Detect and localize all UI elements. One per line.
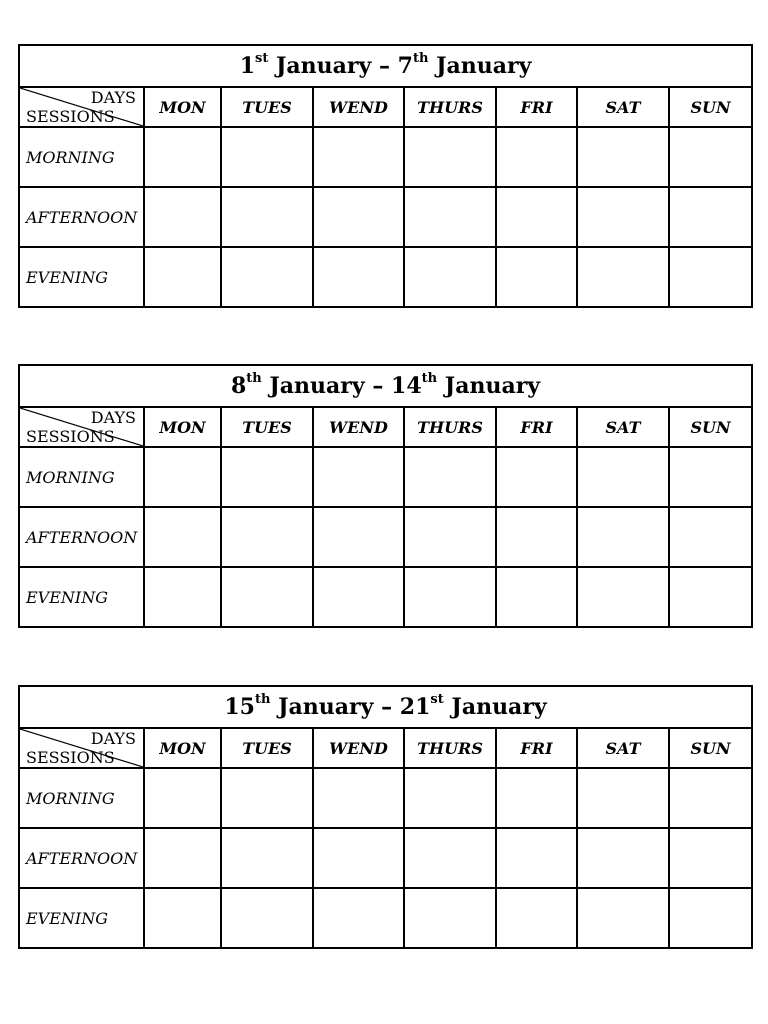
week-range-separator: – <box>372 373 384 399</box>
week-range-separator: – <box>381 694 393 720</box>
schedule-slot[interactable] <box>404 567 496 627</box>
schedule-slot[interactable] <box>144 127 221 187</box>
schedule-slot[interactable] <box>496 247 577 307</box>
session-label: EVENING <box>19 247 144 307</box>
day-header: TUES <box>221 87 313 127</box>
week-start-suffix: th <box>246 371 262 386</box>
schedule-slot[interactable] <box>313 888 404 948</box>
schedule-slot[interactable] <box>313 828 404 888</box>
session-row <box>19 187 752 247</box>
day-header: WEND <box>313 728 404 768</box>
schedule-slot[interactable] <box>577 247 669 307</box>
schedule-slot[interactable] <box>221 888 313 948</box>
week-end-month: January <box>451 694 547 720</box>
schedule-slot[interactable] <box>577 888 669 948</box>
days-sessions-corner <box>19 728 144 768</box>
schedule-slot[interactable] <box>313 447 404 507</box>
session-label: AFTERNOON <box>19 507 144 567</box>
schedule-slot[interactable] <box>404 447 496 507</box>
schedule-slot[interactable] <box>669 127 752 187</box>
schedule-slot[interactable] <box>496 888 577 948</box>
days-sessions-corner <box>19 87 144 127</box>
session-label: MORNING <box>19 127 144 187</box>
schedule-slot[interactable] <box>313 567 404 627</box>
session-label: MORNING <box>19 768 144 828</box>
day-header: FRI <box>496 407 577 447</box>
schedule-slot[interactable] <box>404 187 496 247</box>
week-title <box>19 45 752 87</box>
week-range-separator: – <box>378 53 390 79</box>
session-row <box>19 447 752 507</box>
schedule-slot[interactable] <box>144 888 221 948</box>
week-start-number: 1 <box>239 53 255 79</box>
day-header: MON <box>144 728 221 768</box>
schedule-slot[interactable] <box>496 828 577 888</box>
day-header: MON <box>144 407 221 447</box>
schedule-slot[interactable] <box>404 247 496 307</box>
week-table <box>18 685 753 949</box>
schedule-slot[interactable] <box>144 768 221 828</box>
schedule-slot[interactable] <box>577 768 669 828</box>
schedule-slot[interactable] <box>221 447 313 507</box>
session-label: AFTERNOON <box>19 187 144 247</box>
schedule-slot[interactable] <box>496 127 577 187</box>
schedule-slot[interactable] <box>144 187 221 247</box>
day-header: FRI <box>496 728 577 768</box>
schedule-slot[interactable] <box>669 768 752 828</box>
week-end-number: 21 <box>399 694 431 720</box>
day-header: SUN <box>669 407 752 447</box>
schedule-slot[interactable] <box>313 507 404 567</box>
schedule-slot[interactable] <box>577 828 669 888</box>
schedule-slot[interactable] <box>313 247 404 307</box>
schedule-slot[interactable] <box>496 187 577 247</box>
week-table <box>18 364 753 628</box>
week-start-month: January <box>269 373 365 399</box>
schedule-slot[interactable] <box>577 447 669 507</box>
schedule-slot[interactable] <box>669 447 752 507</box>
session-row <box>19 768 752 828</box>
day-header: THURS <box>404 87 496 127</box>
sessions-label: SESSIONS <box>26 107 115 126</box>
days-label: DAYS <box>90 729 136 748</box>
week-end-suffix: th <box>421 371 438 386</box>
session-row <box>19 567 752 627</box>
day-header: TUES <box>221 728 313 768</box>
week-end-suffix: th <box>412 51 429 66</box>
schedule-slot[interactable] <box>669 888 752 948</box>
schedule-slot[interactable] <box>404 888 496 948</box>
schedule-slot[interactable] <box>144 828 221 888</box>
schedule-slot[interactable] <box>496 567 577 627</box>
schedule-slot[interactable] <box>313 187 404 247</box>
schedule-slot[interactable] <box>221 127 313 187</box>
schedule-slot[interactable] <box>577 127 669 187</box>
session-label: EVENING <box>19 888 144 948</box>
week-start-month: January <box>278 694 374 720</box>
week-end-number: 7 <box>397 53 413 79</box>
session-row <box>19 888 752 948</box>
day-header: SUN <box>669 87 752 127</box>
sessions-label: SESSIONS <box>26 748 115 767</box>
week-title <box>19 365 752 407</box>
week-start-number: 8 <box>230 373 247 399</box>
schedule-slot[interactable] <box>404 127 496 187</box>
schedule-slot[interactable] <box>669 828 752 888</box>
session-label: AFTERNOON <box>19 828 144 888</box>
schedule-slot[interactable] <box>144 447 221 507</box>
schedule-slot[interactable] <box>496 507 577 567</box>
day-header: SAT <box>577 407 669 447</box>
session-row <box>19 828 752 888</box>
schedule-slot[interactable] <box>577 507 669 567</box>
schedule-slot[interactable] <box>404 768 496 828</box>
week-start-month: January <box>276 53 372 79</box>
schedule-slot[interactable] <box>221 507 313 567</box>
day-header: WEND <box>313 87 404 127</box>
day-header: WEND <box>313 407 404 447</box>
schedule-slot[interactable] <box>404 828 496 888</box>
schedule-slot[interactable] <box>221 828 313 888</box>
schedule-slot[interactable] <box>577 567 669 627</box>
schedule-slot[interactable] <box>221 567 313 627</box>
week-title <box>19 686 752 728</box>
session-label: MORNING <box>19 447 144 507</box>
schedule-slot[interactable] <box>313 768 404 828</box>
schedule-slot[interactable] <box>144 507 221 567</box>
schedule-slot[interactable] <box>221 187 313 247</box>
days-label: DAYS <box>90 88 136 107</box>
schedule-slot[interactable] <box>496 447 577 507</box>
schedule-slot[interactable] <box>144 247 221 307</box>
day-header: SAT <box>577 728 669 768</box>
schedule-slot[interactable] <box>669 247 752 307</box>
week-end-suffix: st <box>430 692 444 707</box>
week-start-number: 15 <box>224 694 255 720</box>
schedule-slot[interactable] <box>669 187 752 247</box>
week-end-month: January <box>436 53 532 79</box>
week-start-suffix: th <box>255 692 271 707</box>
week-table <box>18 44 753 308</box>
session-row <box>19 507 752 567</box>
week-start-suffix: st <box>255 51 269 66</box>
day-header: MON <box>144 87 221 127</box>
days-sessions-corner <box>19 407 144 447</box>
day-header: TUES <box>221 407 313 447</box>
week-end-number: 14 <box>391 373 422 399</box>
days-label: DAYS <box>90 408 136 427</box>
schedule-slot[interactable] <box>496 768 577 828</box>
day-header: SUN <box>669 728 752 768</box>
day-header: FRI <box>496 87 577 127</box>
session-row <box>19 127 752 187</box>
week-end-month: January <box>444 373 541 399</box>
day-header: SAT <box>577 87 669 127</box>
schedule-slot[interactable] <box>577 187 669 247</box>
session-row <box>19 247 752 307</box>
schedule-slot[interactable] <box>404 507 496 567</box>
day-header: THURS <box>404 407 496 447</box>
session-label: EVENING <box>19 567 144 627</box>
schedule-slot[interactable] <box>669 567 752 627</box>
schedule-slot[interactable] <box>221 247 313 307</box>
schedule-slot[interactable] <box>144 567 221 627</box>
schedule-slot[interactable] <box>313 127 404 187</box>
schedule-slot[interactable] <box>221 768 313 828</box>
schedule-slot[interactable] <box>669 507 752 567</box>
sessions-label: SESSIONS <box>26 427 115 446</box>
day-header: THURS <box>404 728 496 768</box>
